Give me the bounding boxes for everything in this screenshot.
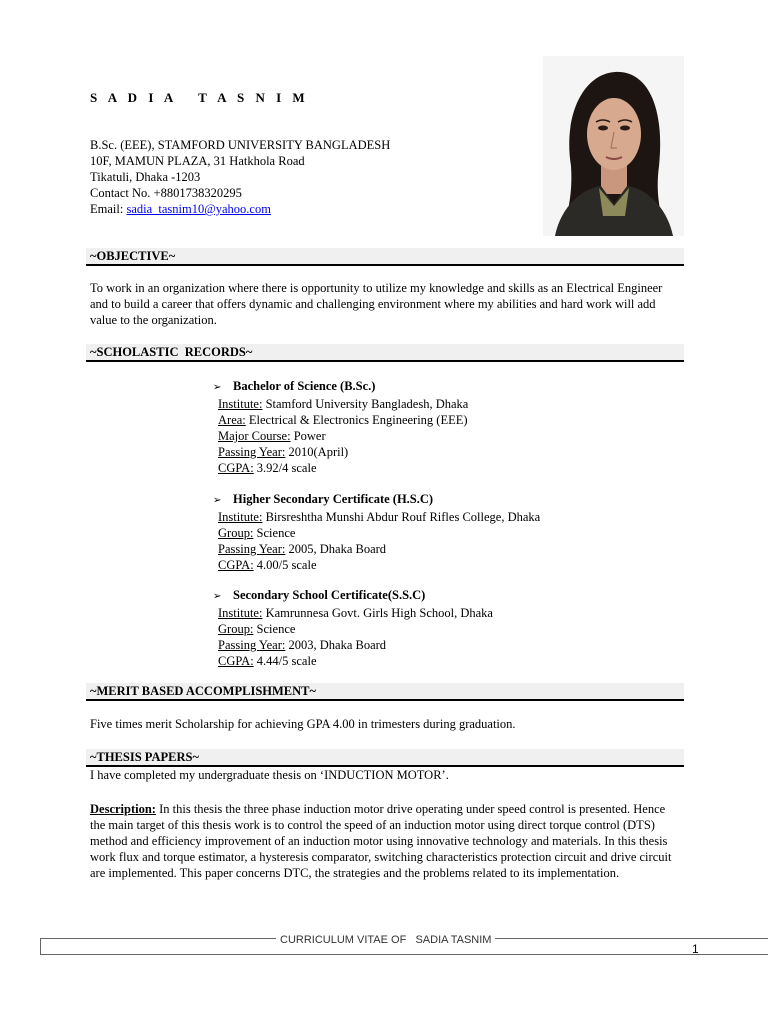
education-bsc	[213, 378, 673, 476]
scholastic-title: ~SCHOLASTIC RECORDS~	[90, 345, 253, 359]
address-line-1: 10F, MAMUN PLAZA, 31 Hatkhola Road	[90, 154, 305, 168]
detail-row: CGPA: 3.92/4 scale	[218, 461, 317, 475]
arrow-bullet-icon: ➢	[213, 382, 222, 393]
merit-title: ~MERIT BASED ACCOMPLISHMENT~	[90, 684, 316, 698]
email-link[interactable]: sadia_tasnim10@yahoo.com	[126, 202, 271, 216]
footer-rule-edge	[40, 938, 41, 954]
description-label: Description:	[90, 802, 156, 816]
arrow-bullet-icon: ➢	[213, 495, 222, 506]
merit-text: Five times merit Scholarship for achieving GPA 4.00 in trimesters during graduation.	[90, 717, 516, 731]
objective-heading	[86, 248, 684, 266]
detail-row: CGPA: 4.00/5 scale	[218, 558, 317, 572]
thesis-heading	[86, 749, 684, 767]
degree-line: B.Sc. (EEE), STAMFORD UNIVERSITY BANGLADESH	[90, 138, 391, 152]
detail-row: Passing Year: 2003, Dhaka Board	[218, 638, 387, 652]
degree-title: ➢ Higher Secondary Certificate (H.S.C)	[213, 491, 673, 509]
objective-text: To work in an organization where there is opportunity to utilize my knowledge and skills as an Electrical Engineer and to build a career that offers dynamic and challenging environment where my abilities and hard work will add value to the organization.	[90, 281, 663, 327]
detail-row: Institute: Birsreshtha Munshi Abdur Rouf Rifles College, Dhaka	[218, 510, 541, 524]
footer-title: CURRICULUM VITAE OF SADIA TASNIM	[276, 934, 495, 946]
contact-number: Contact No. +8801738320295	[90, 186, 242, 200]
email-label: Email:	[90, 202, 127, 216]
detail-row: Institute: Kamrunnesa Govt. Girls High School, Dhaka	[218, 606, 493, 620]
scholastic-heading	[86, 344, 684, 362]
merit-heading	[86, 683, 684, 701]
email-row	[90, 201, 390, 217]
footer-rule-bottom	[40, 954, 768, 955]
thesis-description	[90, 801, 680, 881]
objective-title: ~OBJECTIVE~	[90, 249, 176, 263]
thesis-title: ~THESIS PAPERS~	[90, 750, 199, 764]
address-line-2: Tikatuli, Dhaka -1203	[90, 170, 201, 184]
education-hsc	[213, 491, 673, 573]
thesis-intro: I have completed my undergraduate thesis on ‘INDUCTION MOTOR’.	[90, 768, 449, 782]
portrait-image	[543, 56, 684, 236]
arrow-bullet-icon: ➢	[213, 591, 222, 602]
candidate-name: S A D I A T A S N I M	[90, 90, 309, 105]
education-ssc	[213, 587, 673, 669]
detail-row: Area: Electrical & Electronics Engineering (EEE)	[218, 413, 468, 427]
page-number: 1	[692, 942, 699, 956]
description-text: In this thesis the three phase induction motor drive operating under speed control is presented. Hence the main target of this thesis work is to control the speed of an induction motor using direct torque control (DTS) method and efficiency improvement of an induction motor using innovative technology and materials. In this thesis work flux and torque estimator, a hysteresis comparator, switching characteristics protection circuit and drive circuit are implemented. This paper concerns DTC, the strategies and the problems related to its implementation.	[90, 802, 672, 880]
degree-title: ➢ Secondary School Certificate(S.S.C)	[213, 587, 673, 605]
profile-photo	[543, 56, 684, 236]
detail-row: Group: Science	[218, 622, 296, 636]
detail-row: Passing Year: 2010(April)	[218, 445, 349, 459]
detail-row: Group: Science	[218, 526, 296, 540]
degree-title: ➢ Bachelor of Science (B.Sc.)	[213, 378, 673, 396]
detail-row: Passing Year: 2005, Dhaka Board	[218, 542, 387, 556]
detail-row: CGPA: 4.44/5 scale	[218, 654, 317, 668]
detail-row: Institute: Stamford University Bangladesh, Dhaka	[218, 397, 469, 411]
contact-block	[90, 137, 390, 217]
detail-row: Major Course: Power	[218, 429, 326, 443]
